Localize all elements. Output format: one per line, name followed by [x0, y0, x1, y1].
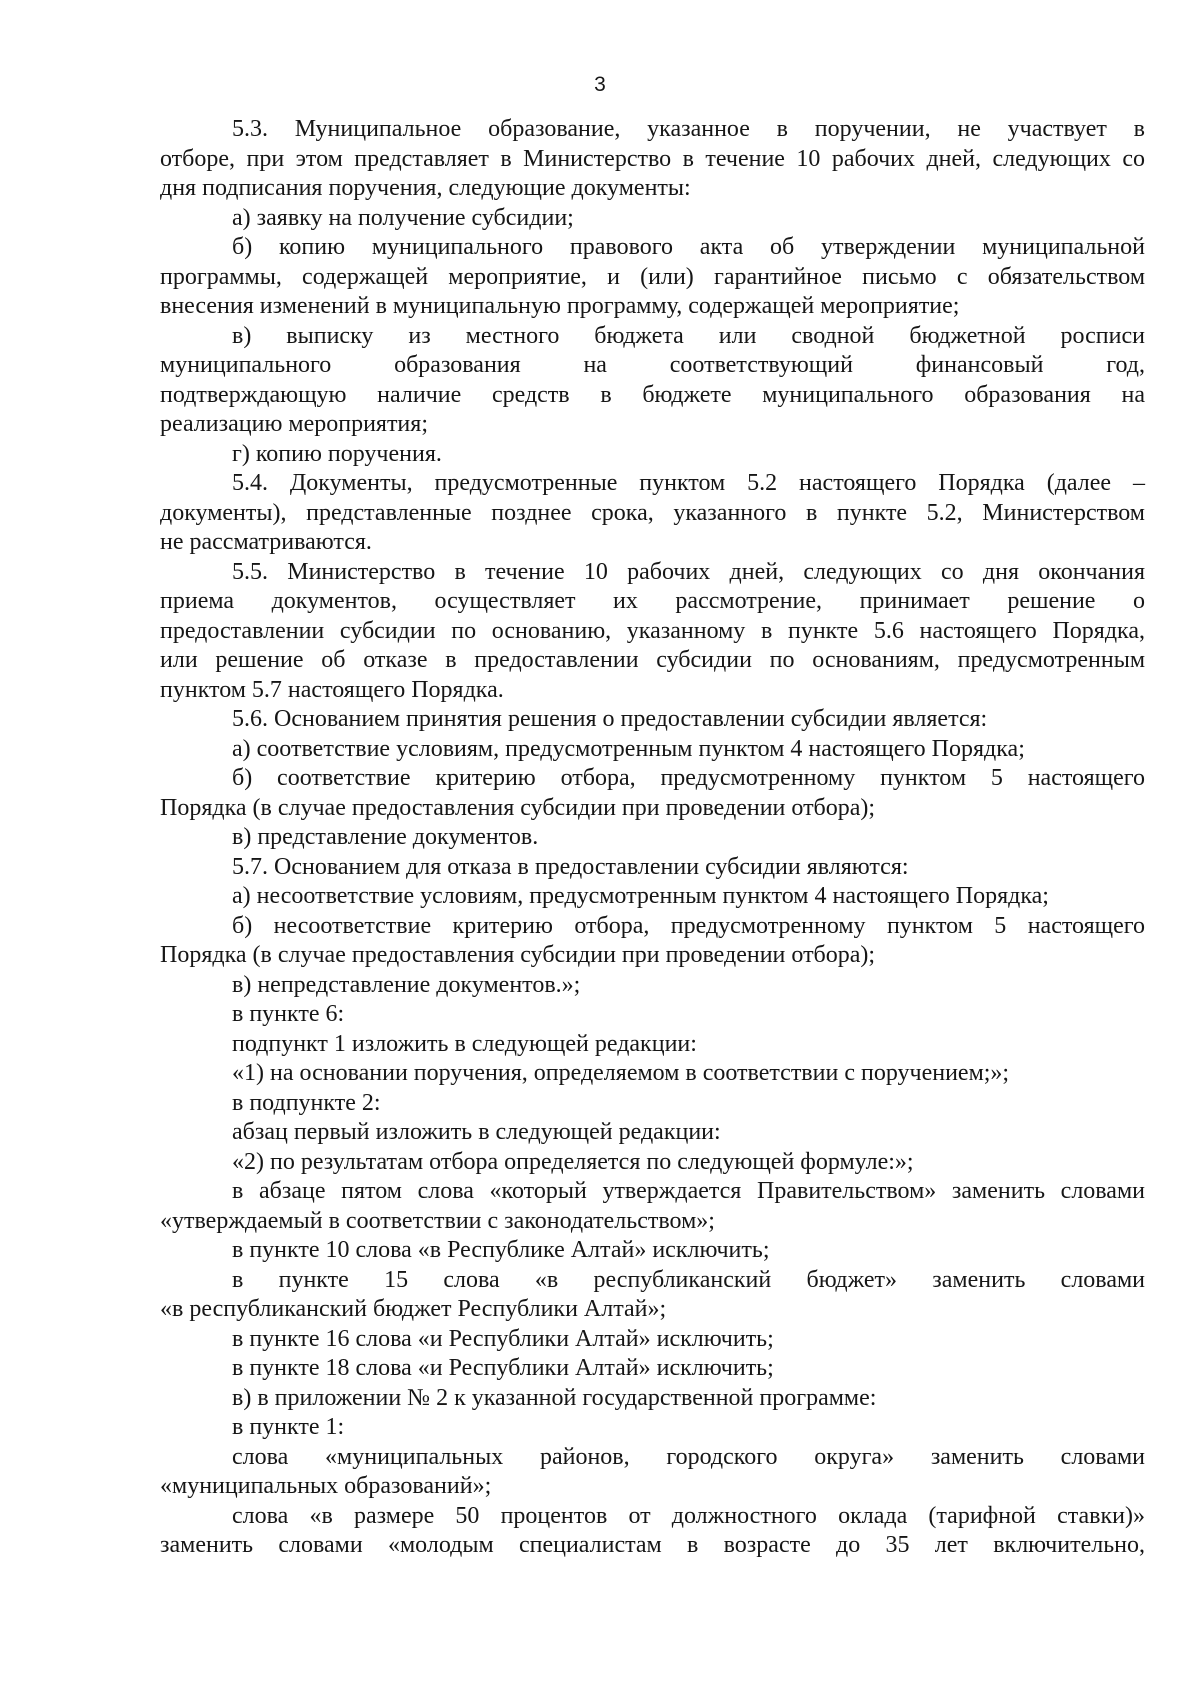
text-line: а) заявку на получение субсидии; [232, 204, 574, 231]
amendment-fifth-paragraph [160, 1177, 1145, 1236]
amendment-point-6 [160, 1000, 1145, 1030]
text-line: в абзаце пятом слова «который утверждается Правительством» заменить словами [232, 1178, 1145, 1204]
clause-5-5 [160, 558, 1145, 706]
clause-5-4 [160, 469, 1145, 558]
clause-5-3-item-v [160, 322, 1145, 440]
text-line: подтверждающую наличие средств в бюджете муниципального образования на [160, 381, 1145, 408]
text-line: 5.7. Основанием для отказа в предоставлении субсидии являются: [232, 853, 909, 880]
text-line: программы, содержащей мероприятие, и (или) гарантийное письмо с обязательством [160, 263, 1145, 290]
text-line: «в республиканский бюджет Республики Алтай»; [160, 1296, 667, 1322]
text-line: а) соответствие условиям, предусмотренным пунктом 4 настоящего Порядка; [232, 735, 1025, 762]
text-line: слова «муниципальных районов, городского округа» заменить словами [232, 1443, 1145, 1470]
text-line: пунктом 5.7 настоящего Порядка. [160, 676, 504, 703]
appendix-point-1 [160, 1413, 1145, 1443]
text-line: внесения изменений в муниципальную программу, содержащей мероприятие; [160, 293, 960, 319]
text-line: приема документов, осуществляет их рассмотрение, принимает решение о [160, 588, 1145, 614]
clause-5-6-item-a [160, 735, 1145, 765]
text-line: в пункте 6: [232, 1001, 345, 1027]
text-line: документы), представленные позднее срока, указанного в пункте 5.2, Министерством [160, 499, 1145, 526]
clause-5-3-item-g [160, 440, 1145, 470]
text-line: муниципального образования на соответствующий финансовый год, [160, 352, 1145, 378]
text-line: «утверждаемый в соответствии с законодательством»; [160, 1207, 715, 1234]
text-line: в пункте 10 слова «в Республике Алтай» исключить; [232, 1237, 770, 1263]
text-line: не рассматриваются. [160, 529, 372, 555]
text-line: в) выписку из местного бюджета или сводной бюджетной росписи [232, 322, 1145, 349]
amendment-first-paragraph [160, 1118, 1145, 1148]
text-line: дня подписания поручения, следующие документы: [160, 175, 691, 201]
clause-5-6 [160, 705, 1145, 735]
text-line: абзац первый изложить в следующей редакции: [232, 1119, 721, 1145]
clause-5-7 [160, 853, 1145, 883]
text-line: в пункте 15 слова «в республиканский бюджет» заменить словами [232, 1266, 1145, 1293]
document-body [160, 115, 1145, 1561]
text-line: б) несоответствие критерию отбора, предусмотренному пунктом 5 настоящего [232, 912, 1145, 939]
text-line: в) в приложении № 2 к указанной государственной программе: [232, 1384, 877, 1411]
text-line: 5.3. Муниципальное образование, указанное в поручении, не участвует в [232, 116, 1145, 142]
text-line: 5.6. Основанием принятия решения о предоставлении субсидии является: [232, 706, 988, 732]
clause-5-7-item-v [160, 971, 1145, 1001]
text-line: или решение об отказе в предоставлении субсидии по основаниям, предусмотренным [160, 647, 1145, 673]
text-line: в) непредставление документов.»; [232, 971, 581, 998]
text-line: б) копию муниципального правового акта об утверждении муниципальной [232, 234, 1145, 260]
clause-5-6-item-b [160, 764, 1145, 823]
amendment-subpoint-1-text [160, 1059, 1145, 1089]
amendment-point-10 [160, 1236, 1145, 1266]
text-line: «муниципальных образований»; [160, 1473, 492, 1499]
text-line: в) представление документов. [232, 824, 539, 850]
clause-5-7-item-b [160, 912, 1145, 971]
text-line: «2) по результатам отбора определяется по следующей формуле:»; [232, 1148, 914, 1175]
amendment-point-18 [160, 1354, 1145, 1384]
text-line: «1) на основании поручения, определяемом в соответствии с поручением;»; [232, 1060, 1010, 1086]
text-line: 5.5. Министерство в течение 10 рабочих дней, следующих со дня окончания [232, 558, 1145, 585]
appendix-point-1-words-a [160, 1443, 1145, 1502]
text-line: подпункт 1 изложить в следующей редакции: [232, 1030, 697, 1057]
text-line: в пункте 18 слова «и Республики Алтай» исключить; [232, 1355, 774, 1381]
text-line: Порядка (в случае предоставления субсидии при проведении отбора); [160, 794, 876, 821]
clause-5-3-item-a [160, 204, 1145, 234]
text-line: реализацию мероприятия; [160, 411, 428, 437]
text-line: а) несоответствие условиям, предусмотренным пунктом 4 настоящего Порядка; [232, 883, 1049, 909]
page-number: 3 [594, 73, 606, 96]
clause-5-3-item-b [160, 233, 1145, 322]
clause-5-3 [160, 115, 1145, 204]
text-line: в пункте 1: [232, 1414, 345, 1440]
amendment-point-16 [160, 1325, 1145, 1355]
clause-5-7-item-a [160, 882, 1145, 912]
text-line: отборе, при этом представляет в Министерство в течение 10 рабочих дней, следующих со [160, 145, 1145, 172]
text-line: в подпункте 2: [232, 1089, 381, 1116]
text-line: Порядка (в случае предоставления субсидии при проведении отбора); [160, 942, 876, 968]
text-line: в пункте 16 слова «и Республики Алтай» исключить; [232, 1325, 774, 1352]
amendment-subpoint-1 [160, 1030, 1145, 1060]
text-line: предоставлении субсидии по основанию, указанному в пункте 5.6 настоящего Порядка, [160, 617, 1145, 644]
text-line: заменить словами «молодым специалистам в возрасте до 35 лет включительно, [160, 1532, 1145, 1558]
appendix-point-1-words-b [160, 1502, 1145, 1561]
text-line: б) соответствие критерию отбора, предусмотренному пунктом 5 настоящего [232, 765, 1145, 791]
amendment-subpoint-2 [160, 1089, 1145, 1119]
amendment-point-15 [160, 1266, 1145, 1325]
amendment-subpoint-2-text [160, 1148, 1145, 1178]
text-line: 5.4. Документы, предусмотренные пунктом 5.2 настоящего Порядка (далее – [232, 470, 1145, 496]
amendment-appendix-2 [160, 1384, 1145, 1414]
clause-5-6-item-v [160, 823, 1145, 853]
text-line: слова «в размере 50 процентов от должностного оклада (тарифной ставки)» [232, 1502, 1145, 1529]
text-line: г) копию поручения. [232, 440, 442, 467]
